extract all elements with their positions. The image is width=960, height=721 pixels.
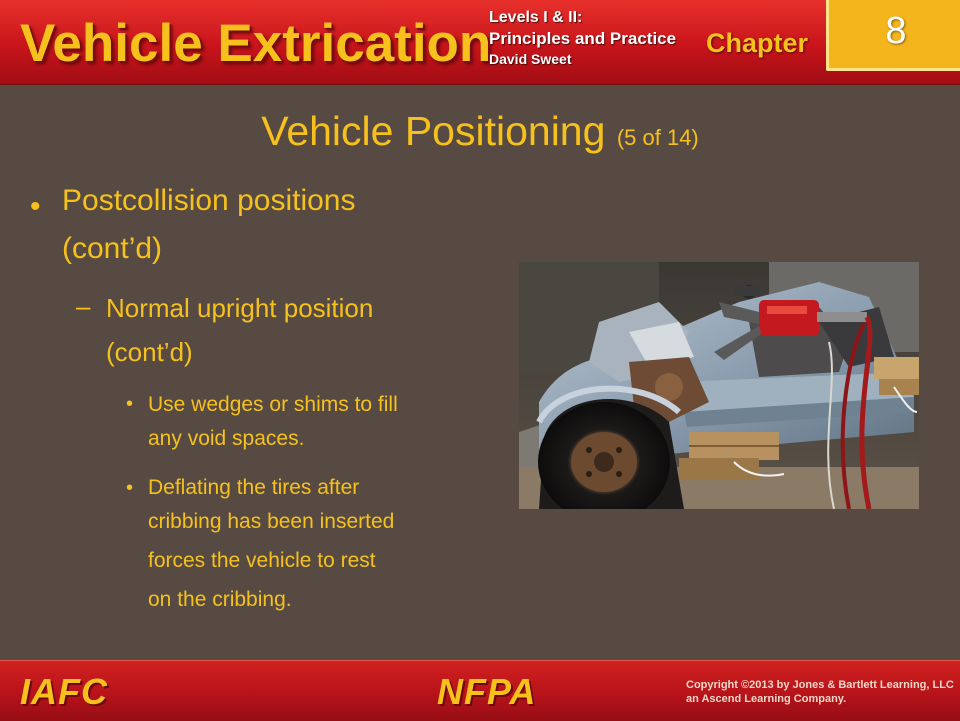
bullet-text: Use wedges or shims to fill (148, 393, 398, 416)
slide-counter: (5 of 14) (616, 125, 699, 150)
slide-title-text: Vehicle Positioning (261, 108, 606, 154)
wrecked-car-photo (519, 262, 919, 509)
copyright-line: Copyright ©2013 by Jones & Bartlett Learning, LLC (686, 679, 954, 691)
bullet-text: Postcollision positions (62, 184, 356, 217)
photo-illustration (519, 262, 919, 509)
subtitle-principles: Principles and Practice (489, 29, 677, 48)
bullet-text: (cont’d) (106, 337, 193, 367)
bullet-marker-l2: – (76, 291, 91, 321)
bullet-text: forces the vehicle to rest (148, 549, 376, 572)
bullet-marker-l3: • (126, 393, 134, 415)
bullet-text: on the cribbing. (148, 588, 292, 611)
iafc-logo: IAFC (20, 671, 108, 712)
chapter-number: 8 (885, 10, 907, 52)
bullet-marker-l3: • (126, 477, 134, 499)
nfpa-logo: NFPA (437, 671, 537, 712)
bullet-text: any void spaces. (148, 427, 305, 450)
copyright-line: an Ascend Learning Company. (686, 693, 847, 705)
bullet-text: Normal upright position (106, 293, 374, 323)
bullet-text: (cont’d) (62, 232, 163, 265)
brand-title: Vehicle Extrication (20, 14, 492, 73)
bullet-text: cribbing has been inserted (148, 510, 395, 533)
bullet-text: Deflating the tires after (148, 476, 360, 499)
bullet-marker-l1: • (30, 190, 41, 223)
footer-banner (0, 660, 960, 721)
subtitle-author: David Sweet (489, 51, 572, 67)
copyright-notice (686, 678, 954, 706)
subtitle-levels: Levels I & II: (489, 9, 583, 26)
chapter-label: Chapter (706, 28, 809, 58)
